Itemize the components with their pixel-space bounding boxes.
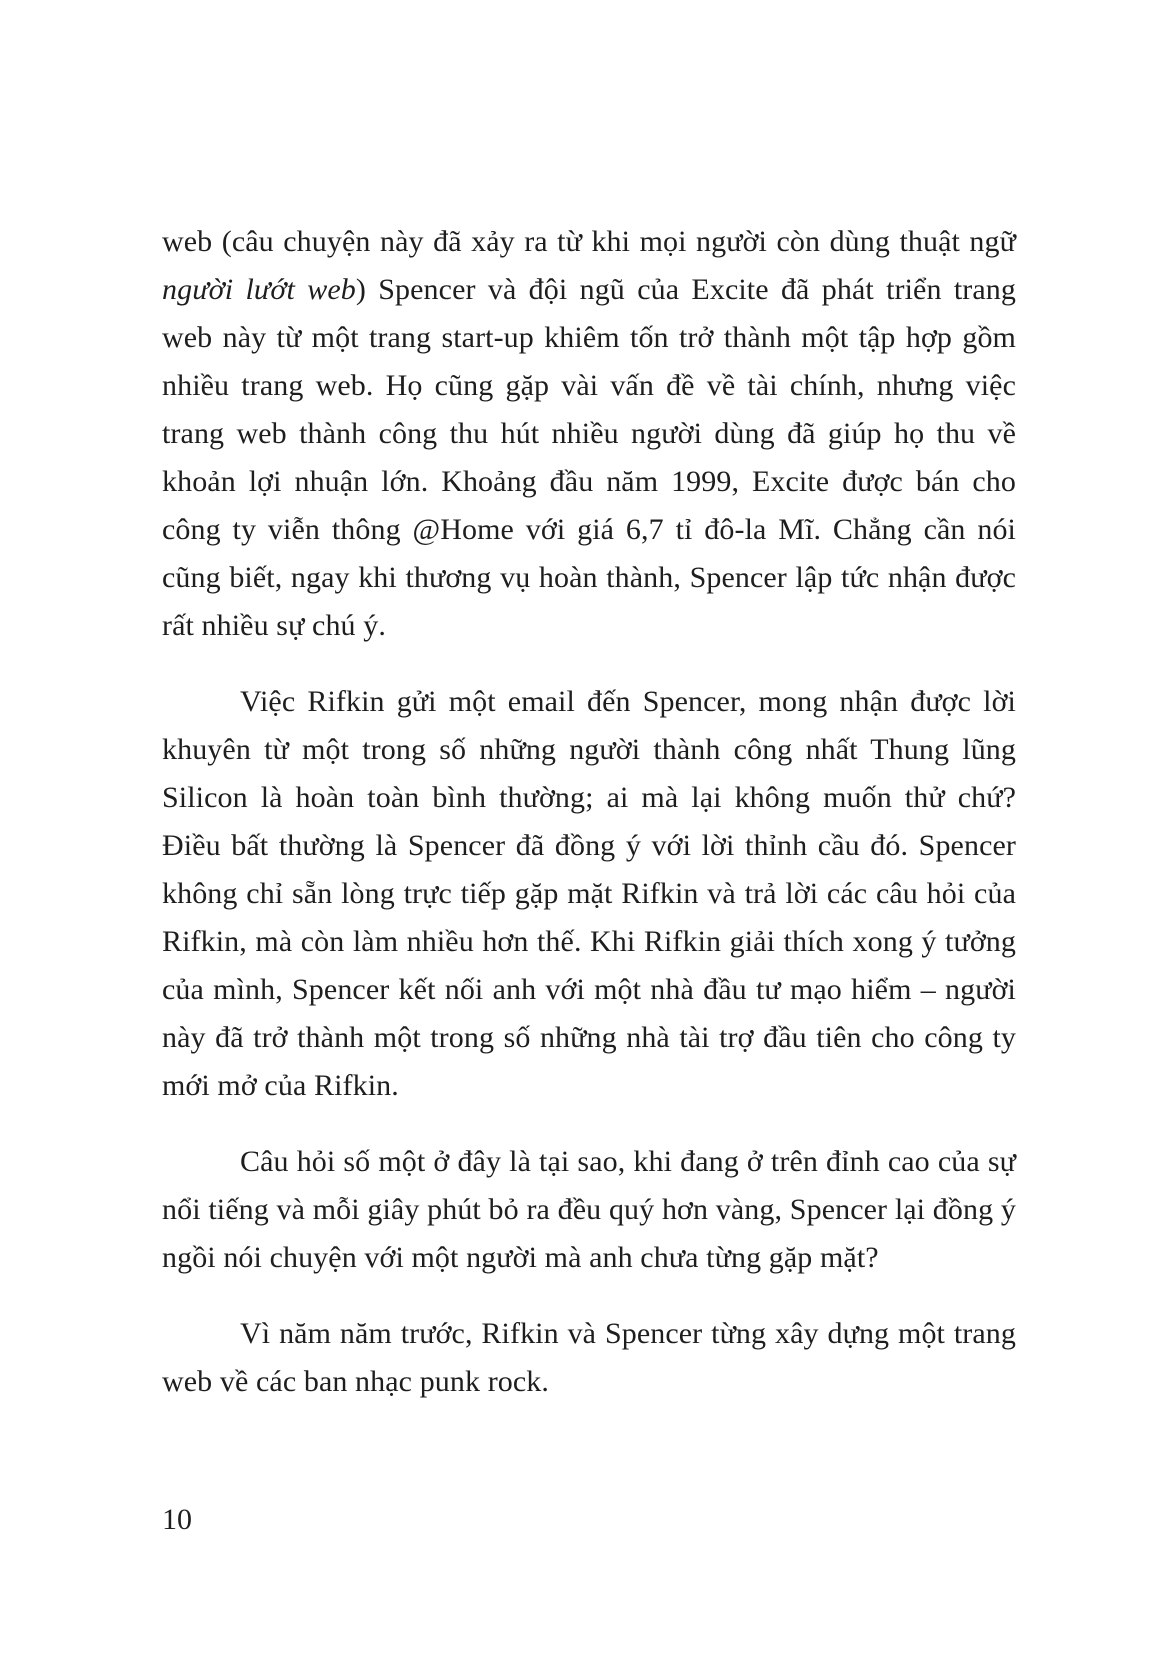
page-number: 10 xyxy=(162,1503,192,1536)
text-segment: ) Spencer và đội ngũ của Excite đã phát triển trang web này từ một trang start-up khiêm tốn trở thành một tập hợp gồm nhiều trang web. Họ cũng gặp vài vấn đề về tài chính, nhưng việc trang web thành công thu hút nhiều người dùng đã giúp họ thu về khoản lợi nhuận lớn. Khoảng đầu năm 1999, Excite được bán cho công ty viễn thông @Home với giá 6,7 tỉ đô-la Mĩ. Chẳng cần nói cũng biết, ngay khi thương vụ hoàn thành, Spencer lập tức nhận được rất nhiều sự chú ý. xyxy=(162,273,1017,642)
paragraph xyxy=(162,1310,1016,1406)
paragraph xyxy=(162,678,1016,1110)
text-segment: Câu hỏi số một ở đây là tại sao, khi đang ở trên đỉnh cao của sự nổi tiếng và mỗi giây phút bỏ ra đều quý hơn vàng, Spencer lại đồng ý ngồi nói chuyện với một người mà anh chưa từng gặp mặt? xyxy=(162,1145,1016,1274)
body-text xyxy=(162,218,1016,1434)
text-segment: web (câu chuyện này đã xảy ra từ khi mọi người còn dùng thuật ngữ xyxy=(162,225,1016,258)
paragraph xyxy=(162,218,1016,650)
text-segment: Vì năm năm trước, Rifkin và Spencer từng xây dựng một trang web về các ban nhạc punk rock. xyxy=(162,1317,1016,1398)
italic-text-segment: người lướt web xyxy=(162,273,356,306)
paragraph xyxy=(162,1138,1016,1282)
text-segment: Việc Rifkin gửi một email đến Spencer, mong nhận được lời khuyên từ một trong số những người thành công nhất Thung lũng Silicon là hoàn toàn bình thường; ai mà lại không muốn thử chứ? Điều bất thường là Spencer đã đồng ý với lời thỉnh cầu đó. Spencer không chỉ sẵn lòng trực tiếp gặp mặt Rifkin và trả lời các câu hỏi của Rifkin, mà còn làm nhiều hơn thế. Khi Rifkin giải thích xong ý tưởng của mình, Spencer kết nối anh với một nhà đầu tư mạo hiểm – người này đã trở thành một trong số những nhà tài trợ đầu tiên cho công ty mới mở của Rifkin. xyxy=(162,685,1016,1102)
